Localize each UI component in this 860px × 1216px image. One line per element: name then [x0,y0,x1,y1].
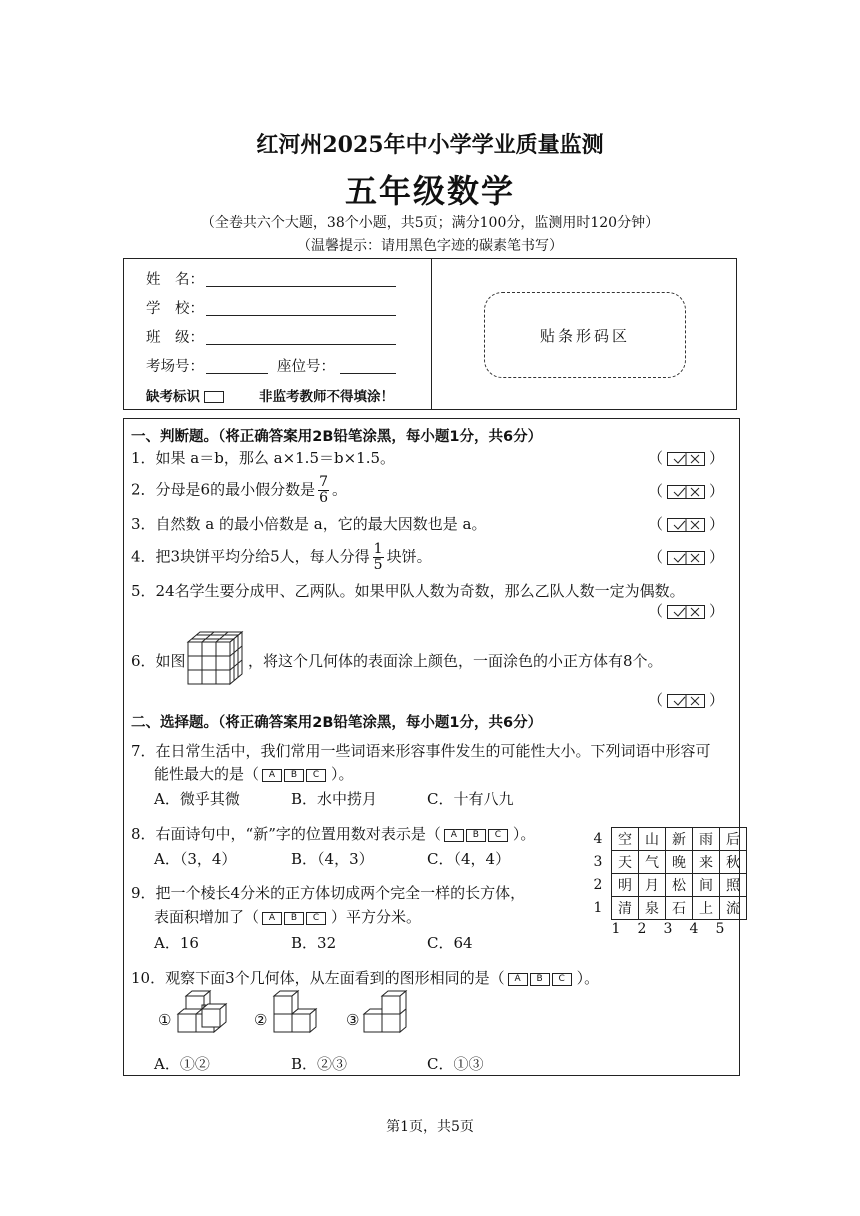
fraction [373,542,384,573]
poem-cell: 秋 [720,851,747,874]
q8-option-a: A．（3，4） [154,850,237,868]
seat-label: 座位号： [277,359,335,375]
q8-option-b: B．（4，3） [291,850,374,868]
q7-option-c: C．十有八九 [427,790,514,808]
poem-col-labels [603,921,733,937]
q7-option-b: B．水中捞月 [291,790,378,808]
poem-row-label: 1 [593,900,603,916]
paren: （ [648,602,664,620]
figure-2-label: ② [254,1011,268,1029]
room-label: 考场号： [146,359,204,375]
poem-row [585,851,747,874]
tf-box[interactable] [667,694,705,708]
school-field[interactable] [206,315,396,316]
poem-row [585,828,747,851]
paren: （ [648,515,664,533]
figure-1-cubes [176,990,236,1038]
option-a-box[interactable]: A [444,829,464,842]
paren: （ [648,691,664,709]
option-a-box[interactable]: A [262,912,282,925]
page-number: 第1页，共5页 [386,1119,474,1135]
poem-cell: 新 [666,828,693,851]
question-9-line1: 9．把一个棱长4分米的正方体切成两个完全一样的长方体， [131,884,526,902]
option-b-box[interactable]: B [466,829,486,842]
figure-3-label: ③ [346,1011,360,1029]
poem-row-label: 4 [593,831,603,847]
fraction-numerator: 1 [373,541,383,557]
poem-cell: 空 [612,828,639,851]
question-7-line1: 7．在日常生活中，我们常用一些词语来形容事件发生的可能性大小。下列词语中形容可 [131,742,711,760]
poem-col-label: 3 [663,921,673,937]
section2-heading: 二、选择题。（将正确答案用2B铅笔涂黑，每小题1分，共6分） [131,715,543,731]
q9-option-a: A．16 [154,934,199,952]
poem-row-label: 3 [593,854,603,870]
figure-3-cubes [362,990,424,1038]
name-label: 姓 名： [146,272,204,288]
figure-1-label: ① [158,1011,172,1029]
tf-box[interactable] [667,605,705,619]
class-label: 班 级： [146,330,204,346]
tf-answer-2[interactable] [648,480,724,501]
q7-option-a: A．微乎其微 [154,790,240,808]
tf-answer-6[interactable] [648,689,724,710]
poem-cell: 雨 [693,828,720,851]
info-divider [431,258,432,410]
option-a-box[interactable]: A [508,973,528,986]
q8-option-c: C．（4，4） [427,850,511,868]
poem-col-label: 5 [715,921,725,937]
subject-title: 五年级数学 [344,172,515,210]
poem-cell: 照 [720,874,747,897]
barcode-label: 贴条形码区 [539,326,630,345]
class-field[interactable] [206,344,396,345]
school-label: 学 校： [146,301,204,317]
q10-option-a: A．①② [154,1055,210,1073]
option-c-box[interactable]: C [306,912,326,925]
poem-col-label: 1 [611,921,621,937]
seat-field[interactable] [340,373,396,374]
question-5: 5．24名学生要分成甲、乙两队。如果甲队人数为奇数，那么乙队人数一定为偶数。 [131,582,685,600]
question-8 [131,823,535,844]
question-6-text: 6．如图 [131,652,186,670]
figure-2-cubes [272,990,328,1038]
question-10 [131,967,599,988]
absent-label: 缺考标识 [146,389,200,405]
cube-figure [186,630,246,686]
question-7-end: ）。 [331,765,354,783]
paren: ） [709,548,725,566]
tf-box[interactable] [667,452,705,466]
absent-checkbox[interactable] [204,391,224,403]
q10-option-b: B．②③ [291,1055,348,1073]
q9-option-b: B．32 [291,934,337,952]
question-10-text: 10．观察下面3个几何体，从左面看到的图形相同的是（ [131,969,505,987]
question-2-text: 2．分母是6的最小假分数是 [131,480,316,499]
question-9-text: 表面积增加了（ [154,908,260,926]
question-8-end: ）。 [512,825,536,843]
tf-answer-5[interactable] [648,600,724,621]
question-7-line2 [154,763,354,784]
question-9-end: ）平方分米。 [331,908,422,926]
question-2-end: 。 [332,480,348,499]
option-a-box[interactable]: A [262,769,282,782]
question-1: 1．如果 a＝b，那么 a×1.5＝b×1.5。 [131,449,396,467]
question-4-end: 块饼。 [386,547,432,566]
abc-boxes[interactable] [262,769,328,782]
q9-option-c: C．64 [427,934,473,952]
tf-box[interactable] [667,551,705,565]
poem-cell: 泉 [639,897,666,920]
question-8-text: 8．右面诗句中，“新”字的位置用数对表示是（ [131,825,441,843]
poem-col-label: 2 [637,921,647,937]
poem-grid [585,827,747,920]
fraction-numerator: 7 [319,474,329,490]
question-6: ，将这个几何体的表面涂上颜色，一面涂色的小正方体有8个。 [248,652,663,670]
paren: ） [709,449,725,467]
poem-cell: 气 [639,851,666,874]
poem-cell: 石 [666,897,693,920]
poem-cell: 来 [693,851,720,874]
exam-note: （全卷共六个大题，38个小题，共5页；满分100分，监测用时120分钟） [200,215,660,231]
name-field[interactable] [206,286,396,287]
option-c-box[interactable]: C [306,769,326,782]
question-2 [131,475,347,506]
poem-cell: 流 [720,897,747,920]
abc-boxes[interactable] [444,829,510,842]
poem-cell: 月 [639,874,666,897]
absent-note: 非监考教师不得填涂！ [259,389,394,405]
poem-cell: 松 [666,874,693,897]
abc-boxes[interactable] [262,912,328,925]
option-b-box[interactable]: B [284,912,304,925]
q10-option-c: C．①③ [427,1055,484,1073]
question-10-end: ）。 [576,969,600,987]
question-7-text: 能性最大的是（ [154,765,260,783]
tf-box[interactable] [667,485,705,499]
poem-col-label: 4 [689,921,699,937]
poem-cell: 后 [720,828,747,851]
poem-cell: 天 [612,851,639,874]
paren: ） [709,515,725,533]
abc-boxes[interactable] [508,973,574,986]
option-c-box[interactable]: C [488,829,508,842]
question-9-line2 [154,906,421,927]
option-b-box[interactable]: B [284,769,304,782]
poem-row [585,897,747,920]
question-4-text: 4．把3块饼平均分给5人，每人分得 [131,547,370,566]
paren: ） [709,482,725,500]
poem-cell: 上 [693,897,720,920]
fraction-denominator: 6 [319,490,329,506]
poem-cell: 明 [612,874,639,897]
paren: ） [709,691,725,709]
tf-answer-4[interactable] [648,546,724,567]
section1-heading: 一、判断题。（将正确答案用2B铅笔涂黑，每小题1分，共6分） [131,429,543,445]
question-3: 3．自然数 a 的最小倍数是 a，它的最大因数也是 a。 [131,515,487,533]
room-field[interactable] [206,373,268,374]
exam-title: 红河州2025年中小学学业质量监测 [256,132,604,158]
tf-box[interactable] [667,518,705,532]
poem-row [585,874,747,897]
paren: ） [709,602,725,620]
fraction [318,475,329,506]
paren: （ [648,449,664,467]
poem-row-label: 2 [593,877,603,893]
paren: （ [648,548,664,566]
option-c-box[interactable]: C [552,973,572,986]
question-4 [131,542,432,573]
exam-tip: （温馨提示：请用黑色字迹的碳素笔书写） [297,238,563,254]
option-b-box[interactable]: B [530,973,550,986]
poem-cell: 清 [612,897,639,920]
fraction-denominator: 5 [373,557,383,573]
poem-cell: 晚 [666,851,693,874]
poem-cell: 间 [693,874,720,897]
paren: （ [648,482,664,500]
poem-cell: 山 [639,828,666,851]
tf-answer-1[interactable] [648,447,724,468]
tf-answer-3[interactable] [648,513,724,534]
barcode-area [484,292,686,378]
